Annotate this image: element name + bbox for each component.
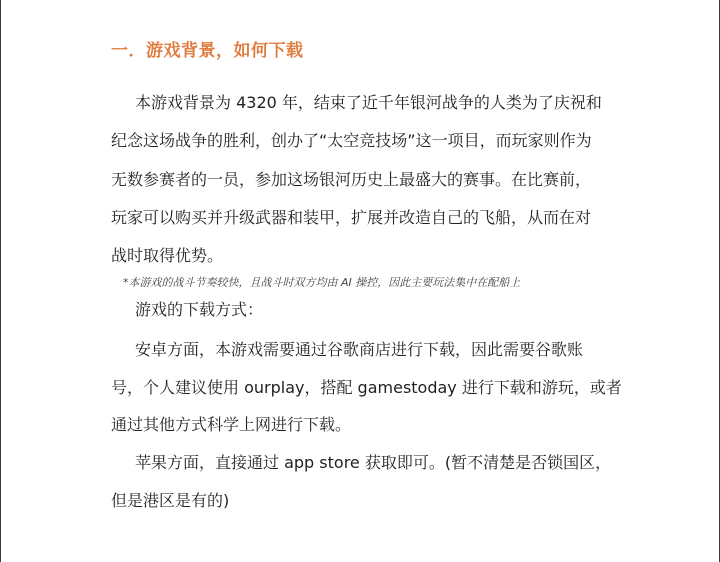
android-line-1: 安卓方面，本游戏需要通过谷歌商店进行下载，因此需要谷歌账 (135, 340, 584, 359)
section-heading: 一．游戏背景，如何下载 (111, 41, 304, 61)
apple-line-1: 苹果方面，直接通过 app store 获取即可。(暂不清楚是否锁国区， (135, 453, 612, 472)
background-line-1: 本游戏背景为 4320 年，结束了近千年银河战争的人类为了庆祝和 (135, 93, 602, 112)
download-intro: 游戏的下载方式： (135, 300, 264, 319)
android-line-3: 通过其他方式科学上网进行下载。 (111, 415, 352, 434)
apple-line-2: 但是港区是有的) (111, 491, 230, 510)
android-line-2: 号，个人建议使用 ourplay，搭配 gamestoday 进行下载和游玩，或者 (111, 378, 622, 397)
gameplay-note: *本游戏的战斗节奏较快，且战斗时双方均由 AI 操控，因此主要玩法集中在配船上 (123, 276, 521, 289)
background-line-5: 战时取得优势。 (111, 246, 224, 265)
background-line-3: 无数参赛者的一员，参加这场银河历史上最盛大的赛事。在比赛前， (111, 170, 592, 189)
background-line-2: 纪念这场战争的胜利，创办了“太空竞技场”这一项目，而玩家则作为 (111, 131, 592, 150)
background-line-4: 玩家可以购买并升级武器和装甲，扩展并改造自己的飞船，从而在对 (111, 208, 592, 227)
